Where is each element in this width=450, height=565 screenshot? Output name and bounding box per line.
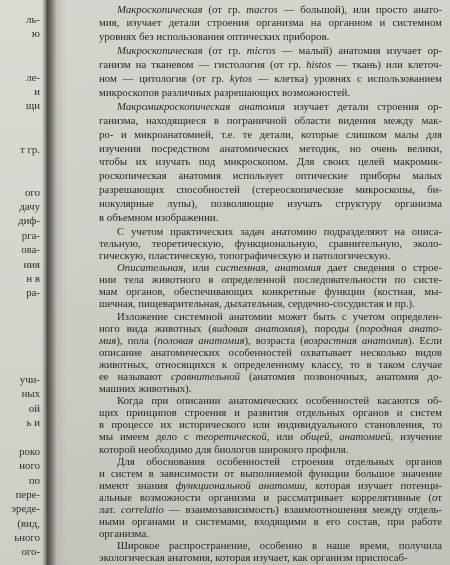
left-page-line-end — [0, 114, 40, 128]
text-line — [99, 156, 442, 170]
text-run: ного вида животных ( — [99, 322, 213, 335]
text-line — [99, 226, 442, 238]
text-line — [99, 407, 442, 419]
text-run: — большой), или просто анато- — [277, 3, 442, 16]
left-page-line-end — [0, 301, 40, 315]
text-run: дает сведения о строе- — [320, 262, 442, 275]
text-run: лат. — [99, 504, 121, 516]
text-line — [99, 129, 442, 143]
text-line — [99, 87, 442, 101]
text-run: описание анатомических особенностей охватывает несколько видов — [99, 346, 442, 359]
text-run: животных, относящихся к определенному классу, то в таком случае — [99, 358, 442, 371]
text-run: машних животных). — [99, 383, 192, 396]
left-page-line-end: роко — [19, 445, 40, 458]
text-line — [99, 73, 442, 87]
left-page-line-end — [0, 358, 40, 372]
left-page-line-end — [0, 56, 40, 70]
italic-term: correlatio — [120, 504, 164, 516]
text-run: — малый) анатомия изучает ор- — [275, 45, 442, 58]
text-run: ном — цитология (от гр. — [99, 73, 230, 86]
text-run: С учетом практических задач анатомию подразделяют на описа- — [117, 225, 442, 238]
italic-term: видовая анатомия — [212, 322, 302, 335]
left-page-line-end: дачу — [19, 201, 40, 214]
text-line — [99, 468, 442, 480]
text-run: разрешающих способностей (стереоскопические микроскопы, би- — [99, 184, 442, 197]
text-run: , или — [266, 431, 301, 444]
book-gutter-shadow — [42, 0, 66, 565]
left-page-line-end: ле- — [26, 71, 40, 84]
left-page-line-end — [0, 128, 40, 142]
text-line — [99, 456, 442, 468]
left-page-line-end: рга- — [21, 229, 40, 242]
text-run: ), возраста ( — [244, 334, 304, 347]
left-page-line-end: учи- — [19, 373, 40, 386]
text-run: Когда при описании анатомических особенностей касаются об- — [117, 395, 442, 408]
italic-term: Микроскопическая — [117, 45, 203, 58]
text-line — [99, 101, 442, 115]
text-run: (анатомия позвоночных, анатомия до- — [240, 370, 442, 383]
text-run: в процессе их исторического или индивидуального становления, то — [99, 419, 442, 432]
text-run: щих принципов строения и развития отдельных органов и систем — [99, 407, 442, 420]
text-line — [99, 492, 442, 504]
text-run: , или — [183, 262, 216, 275]
text-line — [99, 45, 442, 59]
text-line — [99, 274, 442, 286]
text-line — [99, 516, 442, 528]
text-line — [99, 170, 442, 184]
text-run: — клетка) уровнях с использованием — [252, 73, 442, 86]
text-run: ее называют — [99, 370, 171, 383]
italic-term: системная — [215, 262, 266, 275]
text-line — [99, 480, 442, 492]
left-page-line-end: ра- — [26, 287, 40, 300]
left-page-line-end: т гр. — [20, 143, 40, 156]
text-run: изучения посредством анатомических методик, но очень велики, — [99, 142, 442, 155]
italic-term: функциональной анатомии — [175, 479, 306, 492]
italic-term: kytos — [229, 73, 253, 86]
text-run: (от гр. — [202, 45, 247, 58]
italic-term: породная анато- — [359, 322, 442, 335]
text-run: нии тела животного в определенной последовательности по систе- — [99, 274, 442, 287]
italic-term: Макромикроскопическая анатомия — [117, 100, 286, 113]
text-line — [99, 286, 442, 298]
text-line — [99, 17, 442, 31]
text-line — [99, 311, 442, 323]
left-page-line-end: ого- — [21, 546, 40, 559]
left-page-line-end: диф- — [18, 215, 40, 228]
italic-term: histos — [306, 59, 332, 72]
text-run: Широкое распространение, особенно в наше время, получила — [117, 540, 442, 553]
paragraph — [99, 101, 442, 226]
text-run: ными органами и системами, входящими в его состав, при работе — [99, 516, 442, 529]
text-run: шечная, пищеварительная, дыхательная, сердечно-сосудистая и пр.). — [99, 298, 415, 311]
left-page-line-end: ного — [19, 460, 40, 473]
text-line — [99, 115, 442, 129]
left-page-line-end: ю — [31, 28, 40, 41]
text-run: ). Если — [408, 334, 442, 347]
italic-term: сравнительной — [170, 370, 241, 383]
paragraph — [99, 262, 442, 310]
left-page-line-end — [0, 330, 40, 344]
text-line — [99, 335, 442, 347]
text-run: экологическая анатомия, которая изучает, как организм приспосаб- — [99, 552, 408, 565]
text-run: ганизм на тканевом — гистология (от гр. — [99, 59, 307, 72]
left-page-line-end: и — [34, 85, 40, 98]
text-run: уровнях без использования оптических приборов. — [99, 31, 330, 44]
text-run: мы имеем дело с — [99, 431, 196, 444]
text-run: ), породы ( — [301, 322, 360, 335]
paragraph — [99, 540, 442, 564]
text-line — [99, 184, 442, 198]
text-run: — взаимозависимость) взаимоотношения между отдель- — [163, 504, 442, 516]
italic-term: macros — [246, 3, 278, 16]
text-line — [99, 238, 442, 250]
text-line — [99, 419, 442, 431]
text-run: мия, изучает детали строения организма на органном и системном — [99, 17, 442, 30]
text-line — [99, 143, 442, 157]
italic-term: мия — [99, 334, 117, 347]
text-line — [99, 250, 442, 262]
paragraph — [99, 395, 442, 455]
left-page-line-end — [0, 171, 40, 185]
text-run: , которая изучает потенци- — [305, 479, 442, 492]
text-line — [99, 431, 442, 443]
italic-term: теоретической — [195, 431, 267, 444]
text-line — [99, 444, 442, 456]
left-page-line-end — [0, 157, 40, 171]
text-run: , — [265, 262, 275, 275]
left-page-line-end: ния — [23, 258, 40, 271]
text-line — [99, 359, 442, 371]
left-page-line-end — [0, 315, 40, 329]
text-line — [99, 31, 442, 45]
text-run: тельную, теоретическую, функциональную, сравнительную, эколо- — [99, 237, 442, 250]
text-line — [99, 298, 442, 310]
text-run: нокулярные лупы), позволяющие изучать структуру организма — [99, 198, 442, 211]
text-line — [99, 59, 442, 73]
left-page-line-end — [0, 430, 40, 444]
left-page-line-end: эреде- — [11, 503, 40, 516]
text-line — [99, 528, 442, 540]
paragraph — [99, 456, 442, 541]
text-line — [99, 383, 442, 395]
text-line — [99, 504, 442, 516]
left-page — [0, 0, 48, 565]
left-page-line-end: ова- — [21, 244, 40, 257]
left-page-line-end: по — [28, 474, 40, 487]
text-line — [99, 347, 442, 359]
right-page-text — [99, 4, 442, 565]
text-run: роскопическая анатомия использует оптические приборы малых — [99, 170, 442, 183]
text-run: изучает детали строения ор- — [285, 100, 442, 113]
text-line — [99, 198, 442, 212]
text-run: мам органов, обеспечивающих конкретные функции (костная, мы- — [99, 286, 442, 299]
text-run: — ткань) или клеточ- — [331, 59, 442, 72]
text-run: и систем в зависимости от выполняемой функции большое значение — [99, 467, 442, 480]
text-line — [99, 395, 442, 407]
text-run: организма. — [99, 528, 149, 541]
text-run: (от гр. — [202, 3, 247, 16]
text-line — [99, 540, 442, 552]
paragraph — [99, 45, 442, 101]
paragraph — [99, 4, 442, 46]
left-page-line-end: щи — [25, 100, 40, 113]
text-line — [99, 552, 442, 564]
text-run: чтобы их изучать под микроскопом. Для своих целей макромик- — [99, 156, 442, 169]
italic-term: анатомией — [339, 431, 391, 444]
text-run: в объемном изображении. — [99, 211, 219, 224]
left-page-line-end: (вид, — [17, 517, 40, 530]
text-run: ), пола ( — [116, 334, 158, 347]
paragraph — [99, 311, 442, 396]
text-run: , изучение — [390, 431, 442, 444]
left-page-line-end — [0, 42, 40, 56]
text-line — [99, 262, 442, 274]
text-run: имеют знания — [99, 479, 176, 492]
text-run: , — [329, 431, 340, 444]
left-page-line-end: ных — [21, 388, 40, 401]
italic-term: половая анатомия — [157, 334, 245, 347]
left-page-line-end: ой — [28, 402, 40, 415]
left-page-line-end: н в — [26, 273, 40, 286]
left-page-line-end: пере- — [15, 488, 40, 501]
italic-term: общей — [300, 431, 330, 444]
italic-term: возрастная анатомия — [303, 334, 409, 347]
text-run: альные возможности организма и рассматривает коррелятивные (от — [99, 491, 442, 504]
text-line — [99, 371, 442, 383]
italic-term: Макроскопическая — [117, 3, 203, 16]
left-page-lines — [0, 13, 40, 560]
left-page-line-end: ого — [25, 186, 40, 199]
text-line — [99, 212, 442, 226]
left-page-line-end: ь и — [26, 416, 40, 429]
text-run: которой необходимо для биологов широкого профиля. — [99, 443, 349, 456]
text-run: ганизма, находящиеся в пограничной области видения между мак- — [99, 114, 442, 127]
italic-term: анатомия — [274, 262, 321, 275]
left-page-line-end — [0, 344, 40, 358]
italic-term: Описательная — [117, 262, 184, 275]
text-line — [99, 4, 442, 18]
text-run: Изложение системной анатомии может быть с учетом определен- — [117, 310, 442, 323]
italic-term: micros — [246, 45, 276, 58]
text-run: микроскопов различных разрешающих возможностей. — [99, 86, 351, 99]
left-page-line-end: ьного — [14, 532, 40, 545]
text-run: гическую, пластическую, топографическую и патологическую. — [99, 250, 391, 263]
text-run: Для обоснования особенностей строения отдельных органов — [117, 455, 442, 468]
left-page-line-end: ль- — [26, 14, 40, 26]
text-line — [99, 323, 442, 335]
paragraph — [99, 226, 442, 262]
text-run: ро- и микроанатомией, т.е. те детали, которые слишком малы для — [99, 128, 442, 141]
